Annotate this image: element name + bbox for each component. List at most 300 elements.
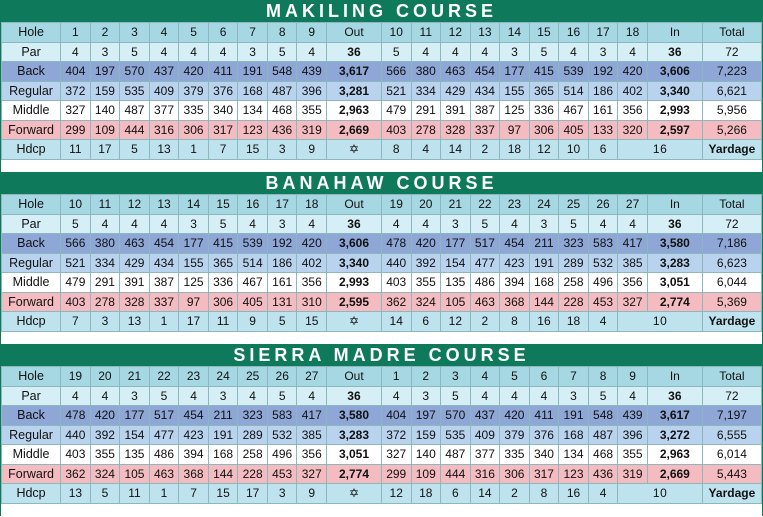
hole-cell: 387: [149, 273, 179, 293]
hole-cell: 3: [441, 367, 471, 387]
out-cell: 2,774: [327, 464, 382, 484]
hole-cell: 123: [238, 120, 268, 140]
hole-cell: 16: [559, 484, 589, 504]
forward-row: [2, 120, 762, 140]
hole-cell: 355: [411, 273, 441, 293]
row-label: Forward: [2, 464, 61, 484]
hole-cell: 4: [618, 42, 648, 62]
hole-cell: 125: [179, 273, 209, 293]
par-row: [2, 214, 762, 234]
hole-cell: 3: [588, 42, 618, 62]
out-cell: 3,580: [327, 406, 382, 426]
hole-cell: 177: [120, 406, 150, 426]
total-cell: 7,186: [702, 234, 761, 254]
hole-cell: 18: [297, 195, 327, 215]
hole-cell: 4: [500, 214, 530, 234]
row-label: Hdcp: [2, 484, 61, 504]
hole-cell: 299: [381, 464, 411, 484]
hole-cell: 191: [559, 406, 589, 426]
out-cell: 3,340: [327, 253, 382, 273]
hole-cell: 532: [588, 253, 618, 273]
hole-cell: 5: [208, 214, 238, 234]
row-label: Back: [2, 234, 61, 254]
course-section: [0, 344, 763, 516]
hole-cell: 4: [208, 42, 238, 62]
in-cell: Yardage: [702, 484, 761, 504]
in-cell: 3,051: [647, 273, 702, 293]
hole-cell: 5: [120, 140, 150, 160]
hole-cell: 135: [120, 445, 150, 465]
hole-cell: 21: [441, 195, 471, 215]
out-cell: 3,617: [327, 62, 382, 82]
hole-cell: 5: [470, 214, 500, 234]
hole-cell: 161: [588, 101, 618, 121]
hole-cell: 4: [500, 386, 530, 406]
hole-cell: 140: [411, 445, 441, 465]
hole-cell: 379: [179, 81, 209, 101]
hole-cell: 12: [441, 312, 471, 332]
hole-cell: 463: [441, 62, 471, 82]
hole-cell: 4: [149, 42, 179, 62]
in-cell: 2,993: [647, 101, 702, 121]
hole-cell: 4: [588, 484, 618, 504]
hole-cell: 487: [588, 425, 618, 445]
hole-cell: 4: [381, 386, 411, 406]
hole-cell: 327: [61, 101, 91, 121]
total-cell: 5,369: [702, 292, 761, 312]
row-label: Hdcp: [2, 140, 61, 160]
in-cell: 3,283: [647, 253, 702, 273]
hole-cell: 2: [500, 484, 530, 504]
hole-cell: 8: [529, 484, 559, 504]
hole-cell: 5: [267, 386, 297, 406]
hole-cell: 365: [529, 81, 559, 101]
hole-cell: 548: [588, 406, 618, 426]
hole-cell: 394: [500, 273, 530, 293]
hole-cell: 454: [500, 234, 530, 254]
row-label: Forward: [2, 120, 61, 140]
yardage-label: 10: [618, 312, 702, 332]
in-cell: 36: [647, 214, 702, 234]
hole-cell: 396: [297, 81, 327, 101]
hole-cell: 4: [411, 42, 441, 62]
in-cell: 2,669: [647, 464, 702, 484]
out-cell: 2,595: [327, 292, 382, 312]
hole-cell: 454: [149, 234, 179, 254]
hole-cell: 17: [179, 312, 209, 332]
hole-cell: 2: [90, 23, 120, 43]
hole-cell: 154: [441, 253, 471, 273]
hole-cell: 4: [470, 386, 500, 406]
hole-cell: 1: [149, 484, 179, 504]
hole-cell: 437: [149, 62, 179, 82]
out-cell: 2,669: [327, 120, 382, 140]
hole-cell: 340: [208, 101, 238, 121]
hole-cell: 191: [529, 253, 559, 273]
hole-cell: 1: [179, 140, 209, 160]
hole-cell: 409: [149, 81, 179, 101]
hole-cell: 21: [120, 367, 150, 387]
out-cell: 36: [327, 42, 382, 62]
hole-cell: 186: [588, 81, 618, 101]
hole-cell: 2: [470, 312, 500, 332]
hole-cell: 334: [90, 253, 120, 273]
hole-cell: 16: [559, 23, 589, 43]
back-row: [2, 406, 762, 426]
hole-cell: 17: [90, 140, 120, 160]
hole-cell: 186: [267, 253, 297, 273]
forward-row: [2, 292, 762, 312]
hole-cell: 25: [238, 367, 268, 387]
hole-cell: 440: [61, 425, 91, 445]
hole-cell: 9: [297, 23, 327, 43]
hole-cell: 323: [238, 406, 268, 426]
in-cell: Yardage: [702, 312, 761, 332]
regular-row: [2, 81, 762, 101]
hole-cell: 5: [149, 386, 179, 406]
hole-cell: 2: [470, 140, 500, 160]
hole-cell: 411: [529, 406, 559, 426]
hole-cell: 154: [120, 425, 150, 445]
hdcp-row: [2, 312, 762, 332]
in-cell: 3,606: [647, 62, 702, 82]
in-cell: 3,340: [647, 81, 702, 101]
hole-cell: 8: [381, 140, 411, 160]
hole-cell: 197: [90, 62, 120, 82]
hole-cell: 4: [441, 42, 471, 62]
hole-cell: 310: [297, 292, 327, 312]
hole-cell: 486: [470, 273, 500, 293]
hole-cell: 191: [238, 62, 268, 82]
hole-cell: 5: [500, 367, 530, 387]
hole-cell: 17: [588, 23, 618, 43]
hole-cell: 487: [441, 445, 471, 465]
hole-cell: 306: [500, 464, 530, 484]
hole-cell: 16: [529, 312, 559, 332]
hole-cell: 403: [61, 292, 91, 312]
hole-cell: 5: [267, 312, 297, 332]
in-cell: 36: [647, 386, 702, 406]
course-title: SIERRA MADRE COURSE: [1, 344, 762, 366]
total-cell: 7,197: [702, 406, 761, 426]
hole-cell: 228: [559, 292, 589, 312]
hole-cell: 109: [411, 464, 441, 484]
hole-cell: 4: [297, 214, 327, 234]
hole-cell: 9: [618, 367, 648, 387]
hole-cell: 356: [297, 445, 327, 465]
hole-cell: 5: [61, 214, 91, 234]
out-cell: 3,281: [327, 81, 382, 101]
hole-cell: 306: [179, 120, 209, 140]
hole-cell: 3: [90, 312, 120, 332]
hdcp-row: [2, 140, 762, 160]
hole-cell: 7: [559, 367, 589, 387]
hole-cell: 299: [61, 120, 91, 140]
hole-cell: 468: [267, 101, 297, 121]
hole-cell: 125: [500, 101, 530, 121]
hole-cell: 135: [441, 273, 471, 293]
hole-cell: 3: [500, 42, 530, 62]
total-cell: Total: [702, 195, 761, 215]
out-cell: Out: [327, 23, 382, 43]
hole-cell: 429: [120, 253, 150, 273]
hole-cell: 177: [441, 234, 471, 254]
hole-cell: 5: [559, 214, 589, 234]
hole-cell: 4: [618, 386, 648, 406]
hole-cell: 453: [588, 292, 618, 312]
hole-cell: 15: [208, 195, 238, 215]
row-label: Middle: [2, 445, 61, 465]
hole-cell: 4: [90, 386, 120, 406]
hole-cell: 328: [441, 120, 471, 140]
middle-row: [2, 445, 762, 465]
hole-cell: 417: [297, 406, 327, 426]
hole-cell: 4: [149, 23, 179, 43]
hole-cell: 4: [238, 386, 268, 406]
row-label: Middle: [2, 101, 61, 121]
hole-cell: 467: [238, 273, 268, 293]
hole-cell: 168: [238, 81, 268, 101]
hole-cell: 327: [381, 445, 411, 465]
hole-cell: 3: [267, 214, 297, 234]
hole-cell: 420: [179, 62, 209, 82]
hole-cell: 4: [297, 42, 327, 62]
hole-cell: 144: [208, 464, 238, 484]
hole-cell: 18: [411, 484, 441, 504]
hole-cell: 4: [470, 367, 500, 387]
out-cell: 2,963: [327, 101, 382, 121]
hole-cell: 3: [529, 214, 559, 234]
scorecard-table: [1, 22, 762, 160]
hole-cell: 168: [208, 445, 238, 465]
hole-cell: 10: [559, 140, 589, 160]
hole-cell: 385: [297, 425, 327, 445]
in-cell: 3,580: [647, 234, 702, 254]
hole-cell: 3: [238, 42, 268, 62]
hole-cell: 319: [618, 464, 648, 484]
hole-cell: 4: [179, 42, 209, 62]
hole-cell: 11: [90, 195, 120, 215]
hole-cell: 14: [179, 195, 209, 215]
hole-cell: 4: [529, 386, 559, 406]
hole-cell: 420: [411, 234, 441, 254]
hole-cell: 11: [120, 484, 150, 504]
hole-cell: 566: [61, 234, 91, 254]
hole-cell: 336: [208, 273, 238, 293]
hole-cell: 5: [529, 42, 559, 62]
regular-row: [2, 425, 762, 445]
hole-cell: 25: [559, 195, 589, 215]
hole-cell: 496: [267, 445, 297, 465]
hole-cell: 9: [297, 484, 327, 504]
hole-cell: 362: [381, 292, 411, 312]
hole-cell: 24: [208, 367, 238, 387]
row-label: Par: [2, 42, 61, 62]
hole-cell: 7: [208, 140, 238, 160]
hole-cell: 306: [529, 120, 559, 140]
hole-cell: 131: [267, 292, 297, 312]
hole-cell: 392: [90, 425, 120, 445]
hole-cell: 4: [411, 214, 441, 234]
hole-cell: 365: [208, 253, 238, 273]
in-cell: 3,617: [647, 406, 702, 426]
hole-cell: 479: [61, 273, 91, 293]
hole-cell: 439: [297, 62, 327, 82]
hole-cell: 420: [500, 406, 530, 426]
hole-cell: 379: [500, 425, 530, 445]
in-cell: 2,597: [647, 120, 702, 140]
row-label: Regular: [2, 425, 61, 445]
hole-cell: 8: [267, 23, 297, 43]
hole-cell: 477: [149, 425, 179, 445]
hole-cell: 159: [90, 81, 120, 101]
hole-cell: 109: [90, 120, 120, 140]
hole-cell: 355: [618, 445, 648, 465]
forward-row: [2, 464, 762, 484]
hole-cell: 478: [61, 406, 91, 426]
hole-cell: 532: [267, 425, 297, 445]
hole-cell: 211: [529, 234, 559, 254]
hole-cell: 539: [238, 234, 268, 254]
hole-cell: 415: [529, 62, 559, 82]
hole-cell: 16: [238, 195, 268, 215]
hole-cell: 4: [588, 312, 618, 332]
hole-cell: 404: [61, 62, 91, 82]
hole-cell: 377: [149, 101, 179, 121]
hole-cell: 420: [297, 234, 327, 254]
hole-row: [2, 195, 762, 215]
hole-cell: 420: [618, 62, 648, 82]
row-label: Regular: [2, 253, 61, 273]
hole-cell: 323: [559, 234, 589, 254]
hole-cell: 97: [500, 120, 530, 140]
star-icon: ✡: [327, 312, 382, 332]
out-cell: 3,606: [327, 234, 382, 254]
row-label: Par: [2, 214, 61, 234]
hole-cell: 155: [179, 253, 209, 273]
hole-cell: 454: [470, 62, 500, 82]
hole-cell: 376: [529, 425, 559, 445]
hole-cell: 392: [411, 253, 441, 273]
hole-cell: 177: [500, 62, 530, 82]
par-row: [2, 42, 762, 62]
hole-cell: 467: [559, 101, 589, 121]
hole-cell: 15: [297, 312, 327, 332]
hole-cell: 463: [470, 292, 500, 312]
hole-cell: 5: [179, 23, 209, 43]
course-section: [0, 0, 763, 172]
hole-cell: 535: [120, 81, 150, 101]
hole-cell: 391: [120, 273, 150, 293]
hole-cell: 18: [559, 312, 589, 332]
total-cell: 6,623: [702, 253, 761, 273]
hole-cell: 316: [149, 120, 179, 140]
total-cell: 5,266: [702, 120, 761, 140]
in-cell: 2,963: [647, 445, 702, 465]
back-row: [2, 62, 762, 82]
hole-cell: 316: [470, 464, 500, 484]
hole-cell: 486: [149, 445, 179, 465]
hole-cell: 570: [120, 62, 150, 82]
hole-cell: 377: [470, 445, 500, 465]
hole-cell: 4: [238, 214, 268, 234]
hole-cell: 436: [267, 120, 297, 140]
hole-cell: 24: [529, 195, 559, 215]
hole-cell: 362: [61, 464, 91, 484]
hole-cell: 197: [411, 406, 441, 426]
hole-cell: 404: [381, 406, 411, 426]
hole-cell: 570: [441, 406, 471, 426]
hole-cell: 403: [381, 120, 411, 140]
hole-cell: 514: [559, 81, 589, 101]
hole-cell: 258: [559, 273, 589, 293]
hole-cell: 521: [381, 81, 411, 101]
hole-cell: 7: [238, 23, 268, 43]
hole-cell: 3: [267, 484, 297, 504]
hole-cell: 396: [618, 425, 648, 445]
hole-cell: 123: [559, 464, 589, 484]
hole-cell: 391: [441, 101, 471, 121]
total-cell: 7,223: [702, 62, 761, 82]
hole-cell: 324: [90, 464, 120, 484]
hole-cell: 134: [238, 101, 268, 121]
hole-cell: 134: [559, 445, 589, 465]
out-cell: Out: [327, 195, 382, 215]
hole-cell: 15: [529, 23, 559, 43]
hole-cell: 26: [588, 195, 618, 215]
hole-cell: 4: [470, 42, 500, 62]
hole-cell: 177: [179, 234, 209, 254]
hole-cell: 6: [529, 367, 559, 387]
hole-cell: 9: [238, 312, 268, 332]
hole-cell: 20: [411, 195, 441, 215]
hole-cell: 394: [179, 445, 209, 465]
hole-cell: 327: [618, 292, 648, 312]
hole-cell: 291: [90, 273, 120, 293]
hole-cell: 372: [381, 425, 411, 445]
hole-cell: 434: [149, 253, 179, 273]
row-label: Forward: [2, 292, 61, 312]
hole-cell: 514: [238, 253, 268, 273]
hole-cell: 155: [500, 81, 530, 101]
hole-cell: 22: [149, 367, 179, 387]
hole-cell: 356: [618, 101, 648, 121]
hole-cell: 159: [411, 425, 441, 445]
hole-cell: 15: [208, 484, 238, 504]
hole-cell: 496: [588, 273, 618, 293]
hole-cell: 368: [500, 292, 530, 312]
out-cell: 36: [327, 214, 382, 234]
hole-cell: 133: [588, 120, 618, 140]
hole-cell: 4: [120, 214, 150, 234]
back-row: [2, 234, 762, 254]
hole-cell: 337: [149, 292, 179, 312]
hole-cell: 13: [149, 140, 179, 160]
hole-cell: 228: [238, 464, 268, 484]
hole-cell: 140: [90, 101, 120, 121]
hole-cell: 22: [470, 195, 500, 215]
hole-cell: 417: [618, 234, 648, 254]
hole-cell: 5: [267, 42, 297, 62]
hdcp-row: [2, 484, 762, 504]
hole-cell: 356: [297, 273, 327, 293]
hole-cell: 355: [90, 445, 120, 465]
hole-cell: 4: [381, 214, 411, 234]
hole-cell: 444: [120, 120, 150, 140]
hole-cell: 454: [179, 406, 209, 426]
hole-cell: 3: [120, 386, 150, 406]
hole-cell: 23: [500, 195, 530, 215]
